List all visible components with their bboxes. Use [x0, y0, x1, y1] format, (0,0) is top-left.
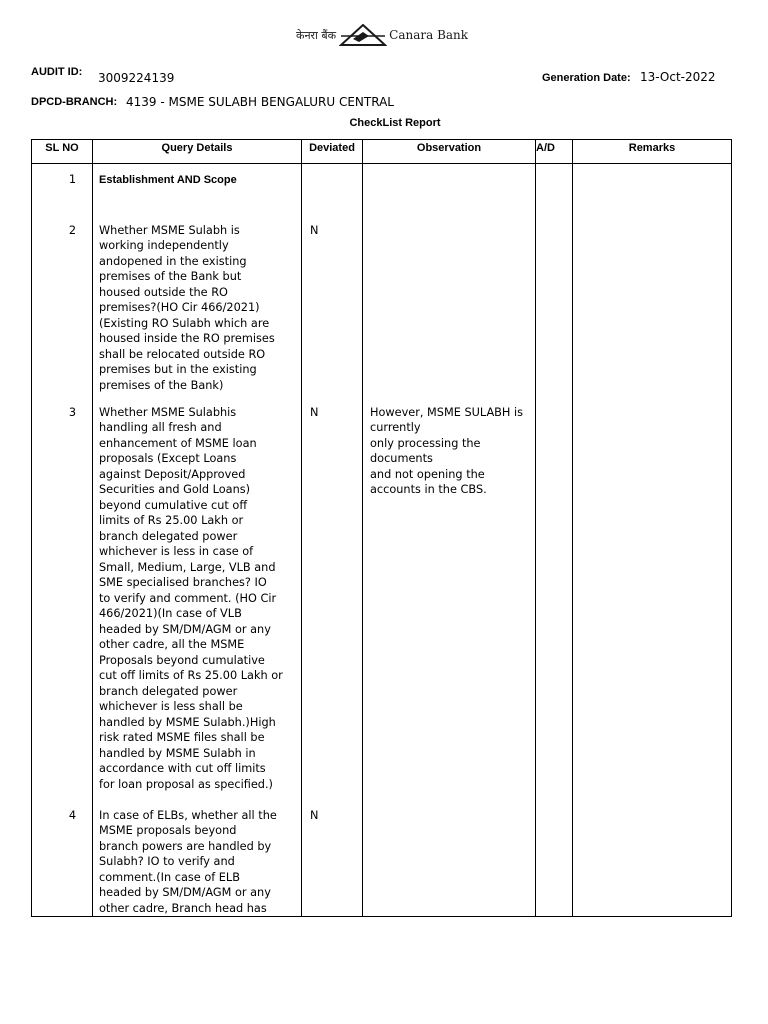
generation-date-value: 13-Oct-2022	[640, 70, 716, 84]
column-header-query-details: Query Details	[93, 140, 302, 164]
row-sl-no: 3	[32, 399, 93, 802]
row-observation	[363, 217, 536, 399]
row-deviated: N	[302, 399, 363, 802]
row-observation	[363, 802, 536, 917]
report-title: CheckList Report	[349, 117, 441, 129]
table-row	[32, 217, 732, 399]
row-remarks	[573, 217, 732, 399]
bank-logo	[296, 22, 476, 48]
row-observation	[363, 164, 536, 217]
table-header-row	[32, 140, 732, 164]
row-sl-no: 2	[32, 217, 93, 399]
row-remarks	[573, 164, 732, 217]
table-row	[32, 802, 732, 917]
column-header-observation: Observation	[363, 140, 536, 164]
row-deviated: N	[302, 802, 363, 917]
row-query-details: In case of ELBs, whether all the MSME proposals beyond branch powers are handled by Sulabh? IO to verify and comment.(In case of ELB headed by SM/DM/AGM or any other cadre, Branch head has	[93, 802, 302, 917]
generation-date-label: Generation Date:	[542, 72, 631, 84]
row-query-details: Establishment AND Scope	[93, 164, 302, 217]
logo-english-text: Canara Bank	[389, 28, 469, 42]
column-header-sl-no: SL NO	[32, 140, 93, 164]
row-remarks	[573, 399, 732, 802]
column-header-deviated: Deviated	[302, 140, 363, 164]
branch-value: 4139 - MSME SULABH BENGALURU CENTRAL	[126, 95, 394, 109]
row-ad	[536, 164, 573, 217]
row-sl-no: 4	[32, 802, 93, 917]
row-sl-no: 1	[32, 164, 93, 217]
checklist-table	[31, 139, 732, 917]
row-deviated	[302, 164, 363, 217]
table-row	[32, 399, 732, 802]
row-observation: However, MSME SULABH is currently only processing the documents and not opening the accounts in the CBS.	[363, 399, 536, 802]
branch-label: DPCD-BRANCH:	[31, 96, 118, 108]
canara-logo-icon	[339, 24, 387, 46]
column-header-remarks: Remarks	[573, 140, 732, 164]
row-query-details: Whether MSME Sulabh is working independently andopened in the existing premises of the Bank but housed outside the RO premises?(HO Cir 466/2021) (Existing RO Sulabh which are housed inside the RO premises shall be relocated outside RO premises but in the existing premises of the Bank)	[93, 217, 302, 399]
logo-hindi-text: केनरा बैंक	[296, 28, 337, 42]
row-ad	[536, 802, 573, 917]
audit-id-value: 3009224139	[98, 71, 175, 85]
audit-id-label: AUDIT ID:	[31, 66, 83, 78]
table-row	[32, 164, 732, 217]
row-ad	[536, 399, 573, 802]
row-ad	[536, 217, 573, 399]
row-query-details: Whether MSME Sulabhis handling all fresh and enhancement of MSME loan proposals (Except Loans against Deposit/Approved Securities and Gold Loans) beyond cumulative cut off limits of Rs 25.00 Lakh or branch delegated power whichever is less in case of Small, Medium, Large, VLB and SME specialised branches? IO to verify and comment. (HO Cir 466/2021)(In case of VLB headed by SM/DM/AGM or any other cadre, all the MSME Proposals beyond cumulative cut off limits of Rs 25.00 Lakh or branch delegated power whichever is less shall be handled by MSME Sulabh.)High risk rated MSME files shall be handled by MSME Sulabh in accordance with cut off limits for loan proposal as specified.)	[93, 399, 302, 802]
column-header-ad: A/D	[536, 140, 573, 164]
row-remarks	[573, 802, 732, 917]
row-deviated: N	[302, 217, 363, 399]
